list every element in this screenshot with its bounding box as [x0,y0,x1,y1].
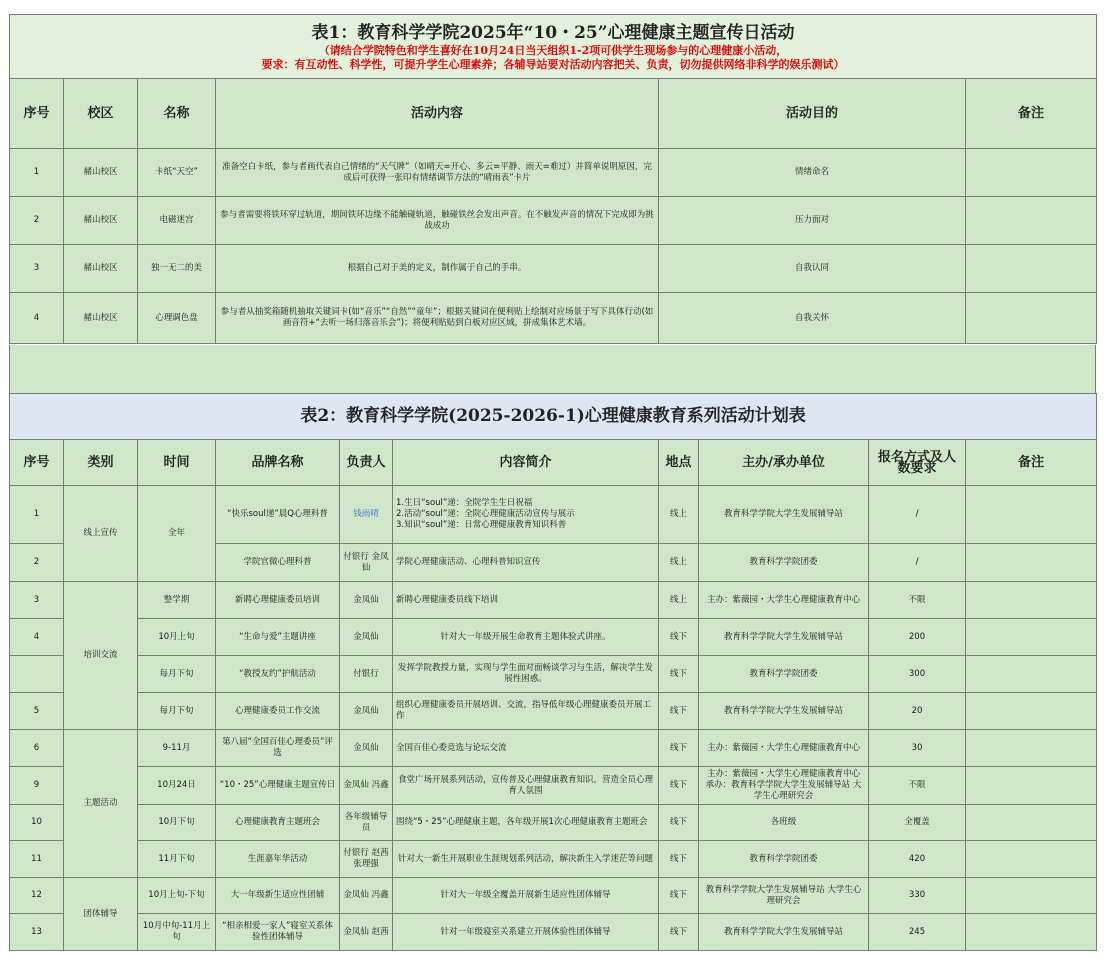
table-spacer [9,345,1096,393]
row-purpose: 情绪命名 [659,149,966,197]
header-signup: 报名方式及人数要求 [869,440,966,486]
row-signup: 不限 [869,582,966,619]
row-owner: 付银行 赵茜 张理强 [340,841,393,878]
row-brand: 第八届“全国百佳心理委员”评选 [216,730,340,767]
row-intro: 围绕“5・25”心理健康主题，各年级开展1次心理健康教育主题班会 [393,805,659,841]
row-brand: 新聘心理健康委员培训 [216,582,340,619]
table-row [10,693,1097,730]
row-note [966,656,1097,693]
row-intro: 针对大一年级开展生命教育主题体验式讲座。 [393,619,659,656]
row-time: 全年 [138,486,216,582]
header-owner: 负责人 [340,440,393,486]
row-campus: 赭山校区 [64,197,138,245]
row-brand: 大一年级新生适应性团辅 [216,878,340,914]
row-intro: 学院心理健康活动、心理科普知识宣传 [393,544,659,582]
row-note [966,767,1097,805]
table-row [10,914,1097,951]
row-host: 主办：紫薇园・大学生心理健康教育中心 承办：教育科学学院大学生发展辅导站 大学生心理研究会 [699,767,869,805]
table-2-title: 表2：教育科学学院(2025-2026-1)心理健康教育系列活动计划表 [10,394,1097,440]
header-no: 序号 [10,440,64,486]
table-row [10,805,1097,841]
row-brand: 生涯嘉年华活动 [216,841,340,878]
row-owner: 金凤仙 冯鑫 [340,767,393,805]
row-place: 线下 [659,805,699,841]
header-host: 主办/承办单位 [699,440,869,486]
row-no: 2 [10,544,64,582]
row-intro: 针对一年级寝室关系建立开展体验性团体辅导 [393,914,659,951]
row-owner: 金凤仙 [340,582,393,619]
row-host: 教育科学学院大学生发展辅导站 [699,486,869,544]
header-brand: 品牌名称 [216,440,340,486]
row-host: 教育科学学院团委 [699,544,869,582]
row-no: 1 [10,149,64,197]
row-owner: 各年级辅导员 [340,805,393,841]
row-place: 线下 [659,730,699,767]
row-purpose: 自我关怀 [659,293,966,344]
category-training: 培训交流 [64,582,138,730]
table-1-subtitle-line1: （请结合学院特色和学生喜好在10月24日当天组织1-2项可供学生现场参与的心理健康小活动， [318,43,788,57]
row-owner: 金凤仙 赵茜 [340,914,393,951]
intro-line: 2.活动“soul”递：全院心理健康活动宣传与展示 [396,509,575,519]
table-row [10,245,1097,293]
row-no: 11 [10,841,64,878]
header-time: 时间 [138,440,216,486]
intro-line: 1.生日“soul”递：全院学生生日祝福 [396,498,533,508]
row-intro: 食堂广场开展系列活动，宣传普及心理健康教育知识，营造全员心理育人氛围 [393,767,659,805]
row-brand: “相亲相爱一家人”寝室关系体验性团体辅导 [216,914,340,951]
row-signup: 420 [869,841,966,878]
row-no: 6 [10,730,64,767]
header-no: 序号 [10,79,64,149]
header-campus: 校区 [64,79,138,149]
row-owner: 金凤仙 [340,693,393,730]
row-host: 教育科学学院团委 [699,656,869,693]
row-brand: 心理健康教育主题班会 [216,805,340,841]
row-brand: 心理健康委员工作交流 [216,693,340,730]
row-time: 10月24日 [138,767,216,805]
row-time: 10月上旬-下旬 [138,878,216,914]
row-content: 参与者从抽奖箱随机抽取关键词卡(如“音乐”“自然”“童年”；根据关键词在便利贴上绘制对应场景于写下具体行动(如画音符+“去听一场归落音乐会”)；将便利贴贴到白板对应区域，拼成集体艺术墙。 [216,293,659,344]
row-brand: 学院官微心理科普 [216,544,340,582]
row-owner: 付银行 金凤仙 [340,544,393,582]
header-place: 地点 [659,440,699,486]
row-no: 5 [10,693,64,730]
row-purpose: 压力面对 [659,197,966,245]
table-1-subtitle-line2: 要求：有互动性、科学性，可提升学生心理素养；各辅导站要对活动内容把关、负责，切勿提供网络非科学的娱乐测试） [261,57,845,71]
table-row [10,582,1097,619]
row-signup: 30 [869,730,966,767]
row-signup: 20 [869,693,966,730]
row-intro: 全国百佳心委竞选与论坛交流 [393,730,659,767]
row-note [966,914,1097,951]
row-content: 准备空白卡纸，参与者画代表自己情绪的“天气牌”（如晴天=开心、多云=平静、雨天=难过）并简单说明原因，完成后可获得一张印有情绪调节方法的“晴雨表”卡片 [216,149,659,197]
category-group: 团体辅导 [64,878,138,951]
header-note: 备注 [966,79,1097,149]
row-note [966,245,1097,293]
row-no: 13 [10,914,64,951]
row-note [966,619,1097,656]
row-host: 教育科学学院大学生发展辅导站 大学生心理研究会 [699,878,869,914]
row-intro: 针对大一新生开展职业生涯规划系列活动，解决新生入学迷茫等问题 [393,841,659,878]
table-row [10,293,1097,344]
row-signup: 300 [869,656,966,693]
row-content: 根据自己对于美的定义，制作属于自己的手串。 [216,245,659,293]
row-place: 线上 [659,582,699,619]
row-place: 线下 [659,656,699,693]
row-time: 整学期 [138,582,216,619]
category-online: 线上宣传 [64,486,138,582]
row-host: 主办：紫薇园・大学生心理健康教育中心 [699,582,869,619]
row-time: 10月下旬 [138,805,216,841]
row-place: 线下 [659,767,699,805]
row-signup: 245 [869,914,966,951]
row-note [966,878,1097,914]
row-time: 10月中旬-11月上旬 [138,914,216,951]
row-place: 线下 [659,878,699,914]
row-signup: 不限 [869,767,966,805]
category-theme: 主题活动 [64,730,138,878]
table-row [10,486,1097,544]
row-name: 电磁迷宫 [138,197,216,245]
row-no: 2 [10,197,64,245]
row-campus: 赭山校区 [64,149,138,197]
row-no: 1 [10,486,64,544]
table-1-title: 表1：教育科学学院2025年“10・25”心理健康主题宣传日活动 [311,22,795,43]
intro-line: 3.知识“soul”递：日常心理健康教育知识科普 [396,520,567,530]
table-1-title-cell [10,15,1097,79]
header-note: 备注 [966,440,1097,486]
row-note [966,730,1097,767]
row-content: 参与者需要将铁环穿过轨道，期间铁环边缘不能触碰轨道，触碰铁丝会发出声音。在不触发声音的情况下完成即为挑战成功 [216,197,659,245]
row-no: 4 [10,619,64,656]
row-host: 各班级 [699,805,869,841]
header-purpose: 活动目的 [659,79,966,149]
row-no: 12 [10,878,64,914]
table-row [10,656,1097,693]
row-intro: 新聘心理健康委员线下培训 [393,582,659,619]
table-row [10,878,1097,914]
header-name: 名称 [138,79,216,149]
row-no: 3 [10,245,64,293]
row-brand: “教授友约”护航活动 [216,656,340,693]
row-intro: 针对大一年级全覆盖开展新生适应性团体辅导 [393,878,659,914]
row-signup: / [869,544,966,582]
row-owner: 金凤仙 [340,619,393,656]
row-place: 线下 [659,693,699,730]
row-time: 每月下旬 [138,693,216,730]
header-intro: 内容简介 [393,440,659,486]
row-intro [393,486,659,544]
table-2 [9,393,1097,951]
row-note [966,544,1097,582]
row-signup: 330 [869,878,966,914]
row-brand: “10・25”心理健康主题宣传日 [216,767,340,805]
row-owner: 付银行 [340,656,393,693]
row-campus: 赭山校区 [64,245,138,293]
row-note [966,197,1097,245]
row-owner-link[interactable]: 钱雨晴 [340,486,393,544]
header-content: 活动内容 [216,79,659,149]
header-category: 类别 [64,440,138,486]
row-name: 独一无二的美 [138,245,216,293]
row-host: 教育科学学院大学生发展辅导站 [699,914,869,951]
table-row [10,841,1097,878]
row-no: 10 [10,805,64,841]
table-row [10,149,1097,197]
row-no: 4 [10,293,64,344]
row-signup: 200 [869,619,966,656]
row-campus: 赭山校区 [64,293,138,344]
row-place: 线下 [659,619,699,656]
row-note [966,293,1097,344]
table-row [10,197,1097,245]
row-signup: 全覆盖 [869,805,966,841]
row-note [966,805,1097,841]
row-place: 线下 [659,841,699,878]
row-note [966,486,1097,544]
row-place: 线上 [659,544,699,582]
row-note [966,693,1097,730]
row-host: 主办：紫薇园・大学生心理健康教育中心 [699,730,869,767]
table-row [10,730,1097,767]
row-place: 线上 [659,486,699,544]
row-intro: 组织心理健康委员开展培训、交流，指导低年级心理健康委员开展工作 [393,693,659,730]
row-owner: 金凤仙 冯鑫 [340,878,393,914]
row-intro: 发挥学院教授力量，实现与学生面对面畅谈学习与生活，解决学生发展性困惑。 [393,656,659,693]
row-no [10,656,64,693]
row-host: 教育科学学院大学生发展辅导站 [699,619,869,656]
row-name: 心理调色盘 [138,293,216,344]
row-time: 10月上旬 [138,619,216,656]
row-owner: 金凤仙 [340,730,393,767]
row-host: 教育科学学院大学生发展辅导站 [699,693,869,730]
row-signup: / [869,486,966,544]
row-no: 3 [10,582,64,619]
row-purpose: 自我认同 [659,245,966,293]
row-host: 教育科学学院团委 [699,841,869,878]
row-time: 每月下旬 [138,656,216,693]
table-row [10,619,1097,656]
row-time: 11月下旬 [138,841,216,878]
row-note [966,149,1097,197]
row-brand: “生命与爱”主题讲座 [216,619,340,656]
row-no: 9 [10,767,64,805]
row-note [966,841,1097,878]
table-1 [9,14,1097,344]
row-time: 9-11月 [138,730,216,767]
row-brand: “快乐soul递”晨Q心理科普 [216,486,340,544]
table-row [10,767,1097,805]
row-place: 线下 [659,914,699,951]
row-note [966,582,1097,619]
row-name: 卡纸“天空” [138,149,216,197]
